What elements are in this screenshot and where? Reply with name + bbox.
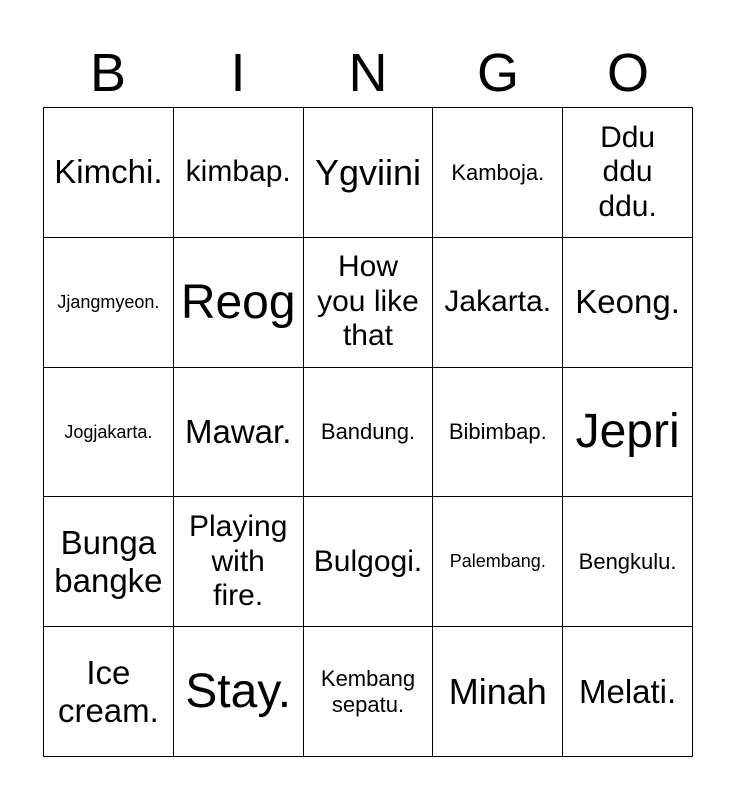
cell-text: Ice cream. xyxy=(57,653,159,729)
cell-text: Keong. xyxy=(575,283,680,321)
bingo-cell[interactable] xyxy=(563,497,693,627)
cell-text: Jakarta. xyxy=(444,284,552,318)
cell-text: Bulgogi. xyxy=(313,544,423,578)
bingo-cell[interactable] xyxy=(44,238,174,368)
cell-text: Bandung. xyxy=(320,419,416,445)
bingo-cell[interactable] xyxy=(563,238,693,368)
bingo-cell[interactable] xyxy=(563,368,693,498)
cell-text: Playing with fire. xyxy=(188,510,288,613)
bingo-cell[interactable] xyxy=(44,108,174,238)
bingo-cell[interactable] xyxy=(174,108,304,238)
cell-text: Ygviini xyxy=(314,151,422,193)
bingo-cell[interactable] xyxy=(563,108,693,238)
header-letter-i: I xyxy=(230,43,246,103)
bingo-cell[interactable] xyxy=(174,368,304,498)
cell-text: Bunga bangke xyxy=(54,523,163,599)
cell-text: Mawar. xyxy=(185,413,292,451)
bingo-cell[interactable] xyxy=(304,497,434,627)
cell-text: Palembang. xyxy=(449,551,546,572)
cell-text: Jogjakarta. xyxy=(64,421,153,442)
cell-text: kimbap. xyxy=(185,155,291,189)
bingo-cell[interactable] xyxy=(44,497,174,627)
cell-text: Jepri xyxy=(575,405,680,459)
bingo-cell[interactable] xyxy=(433,368,563,498)
cell-text: Bibimbap. xyxy=(448,419,547,445)
cell-text: Kembang sepatu. xyxy=(320,666,416,717)
bingo-cell[interactable] xyxy=(44,368,174,498)
cell-text: Kimchi. xyxy=(54,153,163,191)
bingo-header xyxy=(43,40,693,106)
bingo-cell[interactable] xyxy=(44,627,174,757)
header-letter-b: B xyxy=(89,43,127,103)
bingo-cell[interactable] xyxy=(433,497,563,627)
bingo-cell[interactable] xyxy=(433,108,563,238)
bingo-cell[interactable] xyxy=(304,368,434,498)
bingo-cell[interactable] xyxy=(304,238,434,368)
bingo-cell[interactable] xyxy=(433,238,563,368)
bingo-cell[interactable] xyxy=(304,108,434,238)
cell-text: Bengkulu. xyxy=(578,549,677,575)
bingo-board xyxy=(43,107,693,757)
cell-text: How you like that xyxy=(317,250,419,353)
cell-text: Minah xyxy=(448,670,547,712)
bingo-cell[interactable] xyxy=(433,627,563,757)
bingo-cell[interactable] xyxy=(304,627,434,757)
bingo-cell[interactable] xyxy=(174,497,304,627)
cell-text: Kamboja. xyxy=(451,159,545,185)
cell-text: Stay. xyxy=(185,665,292,718)
bingo-cell[interactable] xyxy=(174,627,304,757)
cell-text: Ddu ddu ddu. xyxy=(598,120,657,223)
cell-text: Jjangmyeon. xyxy=(57,291,160,312)
header-letter-g: G xyxy=(476,43,519,103)
bingo-cell[interactable] xyxy=(563,627,693,757)
header-letter-n: N xyxy=(348,43,388,103)
cell-text: Melati. xyxy=(578,672,677,710)
bingo-cell[interactable] xyxy=(174,238,304,368)
header-letter-o: O xyxy=(606,43,649,103)
cell-text: Reog xyxy=(180,275,296,329)
